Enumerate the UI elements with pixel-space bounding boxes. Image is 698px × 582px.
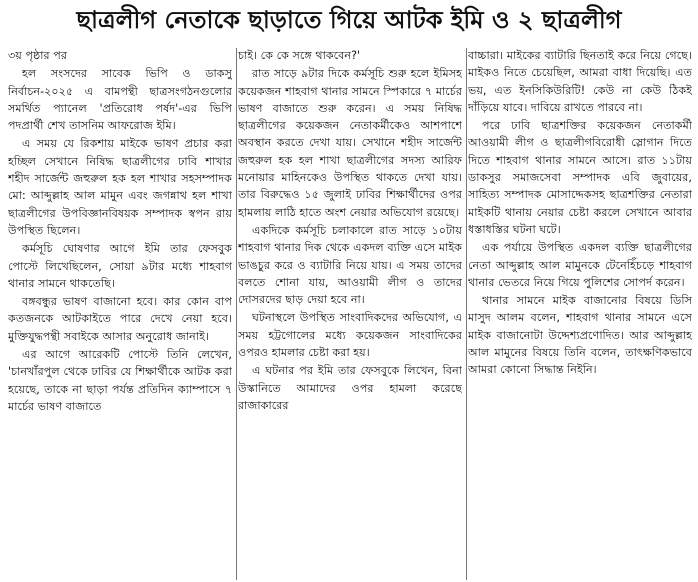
- article-paragraph: এ সময় যে রিকশায় মাইকে ভাষণ প্রচার করা হচ্ছিল সেখানে নিষিদ্ধ ছাত্রলীগের ঢাবি শাখার শহীদ সার্জেন্ট জহুরুল হক হল শাখার সহসম্পাদক মো: আব্দুল্লাহ আল মামুন এবং জগন্নাথ হল শাখা ছাত্রলীগের উপবিজ্ঞানবিষয়ক সম্পাদক স্বপন রায় উপস্থিত ছিলেন।: [8, 137, 232, 237]
- article-body: [8, 47, 692, 582]
- article-paragraph: এর আগে আরেকটি পোস্টে তিনি লেখেন, 'চানখাঁরপুল থেকে ঢাবির যে শিক্ষার্থীকে আটক করা হয়েছে, তাকে না ছাড়া পর্যন্ত প্রতিদিন ক্যাম্পাসে ৭ মার্চের ভাষণ বাজাতে: [8, 348, 232, 413]
- article-column-3: [468, 47, 692, 582]
- article-paragraph: পরে ঢাবি ছাত্রশক্তির কয়েকজন নেতাকর্মী আওয়ামী লীগ ও ছাত্রলীগবিরোধী স্লোগান দিতে দিতে শাহবাগ থানার সামনে আসে। রাত ১১টায় ডাকসুর সমাজসেবা সম্পাদক এবি জুবায়ের, সাহিত্য সম্পাদক মোসাদ্দেকসহ ছাত্রশক্তির নেতারা মাইকটি থানায় নেয়ার চেষ্টা করলে সেখানে আবার ধস্তাধস্তির ঘটনা ঘটে।: [468, 119, 692, 236]
- article-paragraph: কর্মসূচি ঘোষণার আগে ইমি তার ফেসবুক পোস্টে লিখেছিলেন, সোয়া ৯টার মধ্যে শাহবাগ থানার সামনে থাকতেছি।: [8, 242, 232, 290]
- headline: ছাত্রলীগ নেতাকে ছাড়াতে গিয়ে আটক ইমি ও ২ ছাত্রলীগ: [76, 6, 622, 34]
- article-paragraph: এ ঘটনার পর ইমি তার ফেসবুকে লিখেন, বিনা উস্কানিতে আমাদের ওপর হামলা করেছে রাজাকারের: [238, 364, 462, 412]
- article-paragraph: বাচ্চারা। মাইকের ব্যাটারি ছিনতাই করে নিয়ে গেছে। মাইকও নিতে চেয়েছিল, আমরা বাধা দিয়েছি। এত ভয়, এত ইনসিকিউরিটি! কেউ না কেউ ঠিকই দাঁড়িয়ে যাবে। দাবিয়ে রাখতে পারবে না।: [468, 49, 692, 114]
- article-paragraph: একদিকে কর্মসূচি চলাকালে রাত সাড়ে ১০টায় শাহবাগ থানার দিক থেকে একদল ব্যক্তি এসে মাইক ভাঙচুর করে ও ব্যাটারি নিয়ে যায়। এ সময় তাদের বলতে শোনা যায়, আওয়ামী লীগ ও তাদের দোসরদের ছাড় দেয়া হবে না।: [238, 223, 462, 307]
- article-paragraph: রাত সাড়ে ৯টার দিকে কর্মসূচি শুরু হলে ইমিসহ কয়েকজন শাহবাগ থানার সামনে স্পিকারে ৭ মার্চের ভাষণ বাজাতে শুরু করেন। এ সময় নিষিদ্ধ ছাত্রলীগের কয়েকজন নেতাকর্মীকেও আশপাশে অবস্থান করতে দেখা যায়। সেখানে শহীদ সার্জেন্ট জহুরুল হক হল শাখা ছাত্রলীগের সদস্য আরিফ মনোয়ার মাহিনকেও উপস্থিত থাকতে দেখা যায়। তার বিরুদ্ধেও ১৫ জুলাই ঢাবির শিক্ষার্থীদের ওপর হামলায় লাঠি হাতে অংশ নেয়ার অভিযোগ রয়েছে।: [238, 67, 462, 219]
- article-paragraph: হল সংসদের সাবেক ভিপি ও ডাকসু নির্বাচন-২০২৫ এ বামপন্থী ছাত্রসংগঠনগুলোর সমর্থিত প্যানেল 'প্রতিরোধ পর্ষদ'-এর ভিপি পদপ্রার্থী শেখ তাসনিম আফরোজ ইমি।: [8, 67, 232, 133]
- article-paragraph: ঘটনাস্থলে উপস্থিত সাংবাদিকদের অভিযোগ, এ সময় হট্টগোলের মধ্যে কয়েকজন সাংবাদিকের ওপরও হামলার চেষ্টা করা হয়।: [238, 311, 462, 360]
- article-paragraph: বঙ্গবন্ধুর ভাষণ বাজানো হবে। কার কোন বাপ কতজনকে আটকাইতে পারে দেখে নেয়া হবে। মুক্তিযুদ্ধপন্থী সবাইকে আসার অনুরোধ জানাই।: [8, 295, 232, 343]
- article-paragraph: এক পর্যায়ে উপস্থিত একদল ব্যক্তি ছাত্রলীগের নেতা আব্দুল্লাহ আল মামুনকে টেনেহিঁচড়ে শাহবাগ থানার ভেতরে নিয়ে গিয়ে পুলিশের সোপর্দ করেন।: [468, 241, 692, 289]
- article-paragraph: চাই। কে কে সঙ্গে থাকবেন?': [238, 49, 361, 62]
- article-paragraph: ৩য় পৃষ্ঠার পর: [8, 49, 68, 62]
- article-column-2: [238, 47, 462, 582]
- article-column-1: [8, 47, 232, 582]
- article-paragraph: থানার সামনে মাইক বাজানোর বিষয়ে ডিসি মাসুদ আলম বলেন, শাহবাগ থানার সামনে এসে মাইক বাজানোটা উদ্দেশ্যপ্রণোদিত। আর আব্দুল্লাহ আল মামুনের বিষয়ে তিনি বলেন, তাৎক্ষণিকভাবে আমরা কোনো সিদ্ধান্ত নিইনি।: [468, 294, 692, 377]
